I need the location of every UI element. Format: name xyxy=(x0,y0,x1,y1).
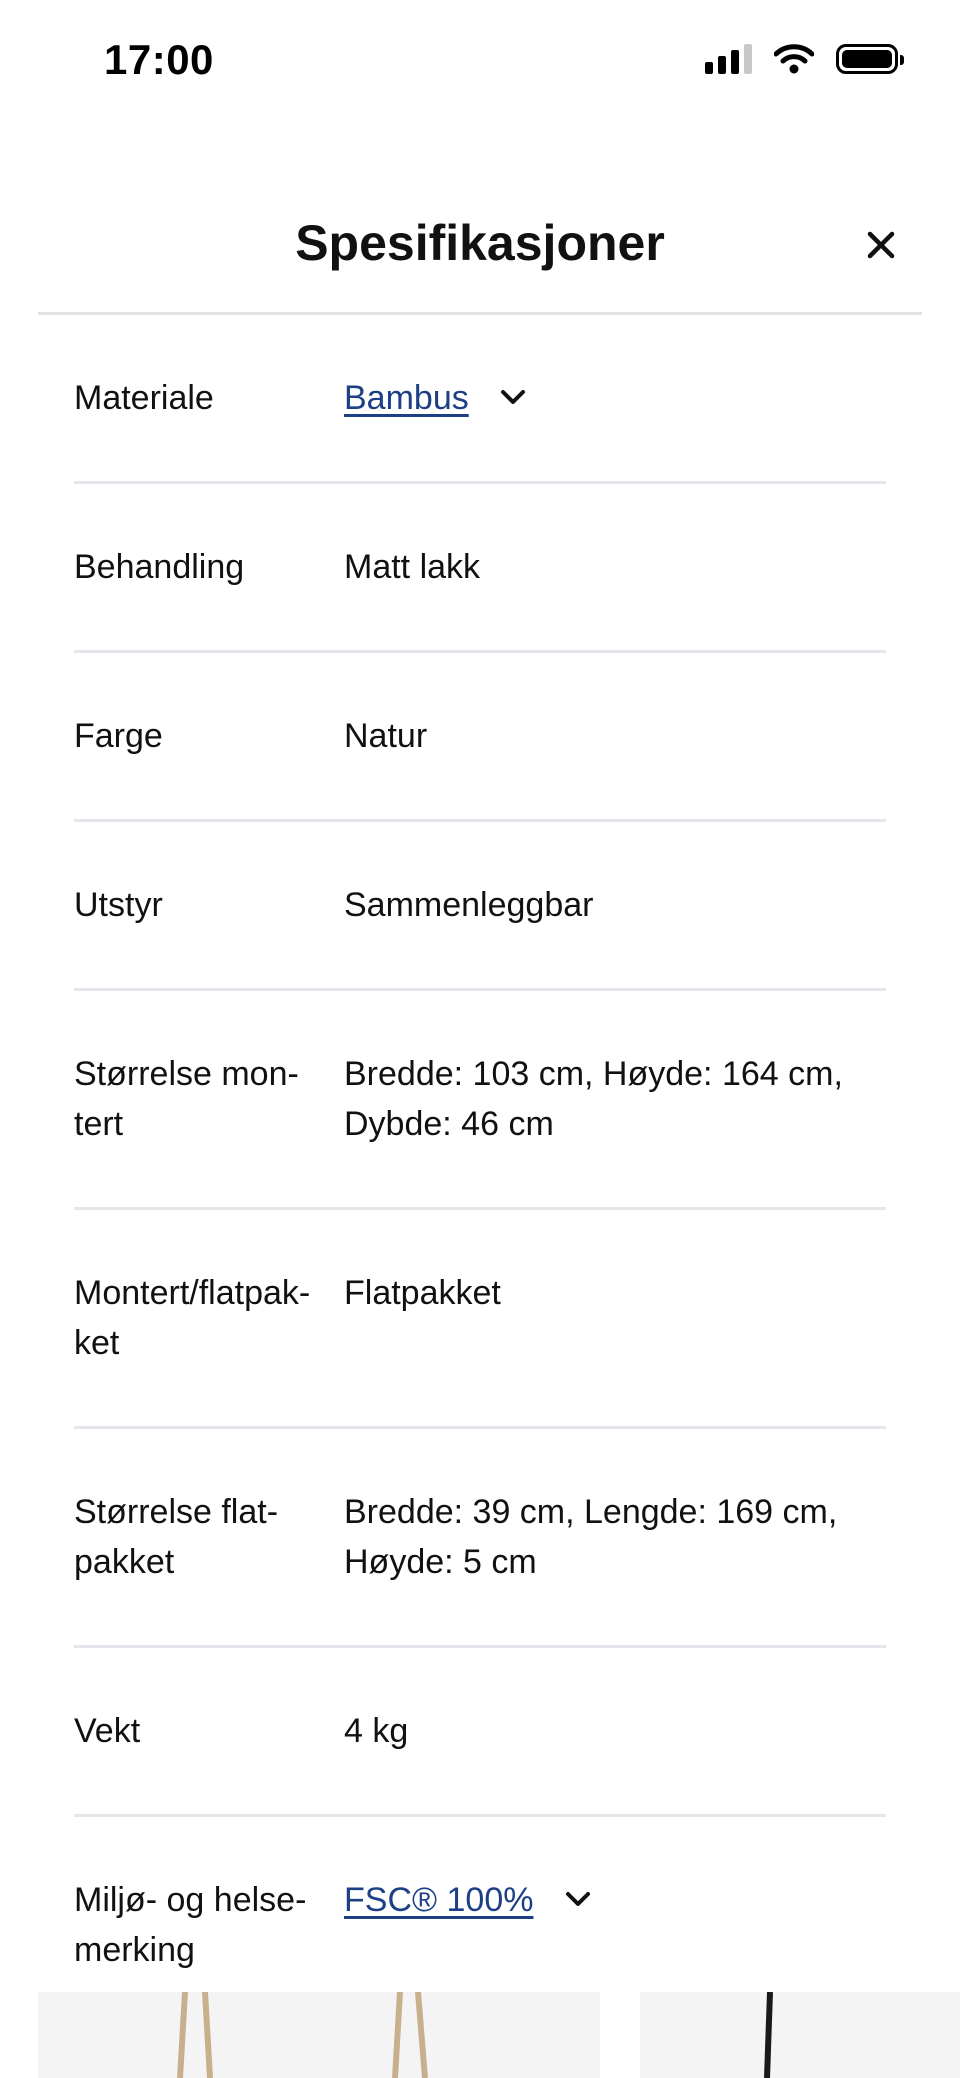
fsc-link[interactable]: FSC® 100% xyxy=(344,1881,534,1919)
close-button[interactable] xyxy=(856,220,906,270)
spec-row-montert-flatpakket xyxy=(74,1210,886,1429)
spec-row-vekt xyxy=(74,1648,886,1817)
material-link[interactable]: Bambus xyxy=(344,379,469,417)
wifi-icon xyxy=(774,44,814,74)
sheet-header xyxy=(0,180,960,314)
spec-label: Størrelse flat- pakket xyxy=(74,1493,279,1581)
product-image-art xyxy=(640,1992,960,2078)
spec-label: Montert/flatpak- ket xyxy=(74,1274,311,1362)
close-icon xyxy=(866,230,896,260)
spec-label: Behandling xyxy=(74,548,245,586)
spec-value xyxy=(344,1875,886,1925)
spec-label: Vekt xyxy=(74,1712,141,1750)
spec-label: Størrelse mon- tert xyxy=(74,1055,299,1143)
spec-row-materiale xyxy=(74,315,886,484)
status-time: 17:00 xyxy=(104,36,214,83)
cellular-signal-icon xyxy=(705,44,752,74)
spec-value: Natur xyxy=(344,717,428,755)
spec-label: Utstyr xyxy=(74,886,163,924)
product-image[interactable] xyxy=(640,1992,960,2078)
spec-list xyxy=(74,315,886,2033)
spec-row-behandling xyxy=(74,484,886,653)
status-icons xyxy=(705,44,898,74)
spec-value: Bredde: 103 cm, Høyde: 164 cm, Dybde: 46 cm xyxy=(344,1055,843,1143)
chevron-down-icon[interactable] xyxy=(500,389,526,405)
spec-label: Materiale xyxy=(74,379,214,417)
spec-label: Miljø- og helse- merking xyxy=(74,1881,307,1969)
battery-icon xyxy=(836,44,898,74)
spec-row-utstyr xyxy=(74,822,886,991)
status-bar xyxy=(0,0,960,120)
product-image-art xyxy=(38,1992,600,2078)
spec-label: Farge xyxy=(74,717,163,755)
chevron-down-icon[interactable] xyxy=(565,1891,591,1907)
spec-value xyxy=(344,373,886,423)
spec-row-storrelse-flatpakket xyxy=(74,1429,886,1648)
page-title: Spesifikasjoner xyxy=(295,215,665,271)
spec-value: Matt lakk xyxy=(344,548,481,586)
product-image-strip xyxy=(0,1992,960,2078)
spec-value: Bredde: 39 cm, Lengde: 169 cm, Høyde: 5 cm xyxy=(344,1493,838,1581)
spec-row-farge xyxy=(74,653,886,822)
spec-value: Sammenleggbar xyxy=(344,886,594,924)
spec-value: Flatpakket xyxy=(344,1274,501,1312)
spec-row-storrelse-montert xyxy=(74,991,886,1210)
product-image[interactable] xyxy=(38,1992,600,2078)
spec-value: 4 kg xyxy=(344,1712,409,1750)
